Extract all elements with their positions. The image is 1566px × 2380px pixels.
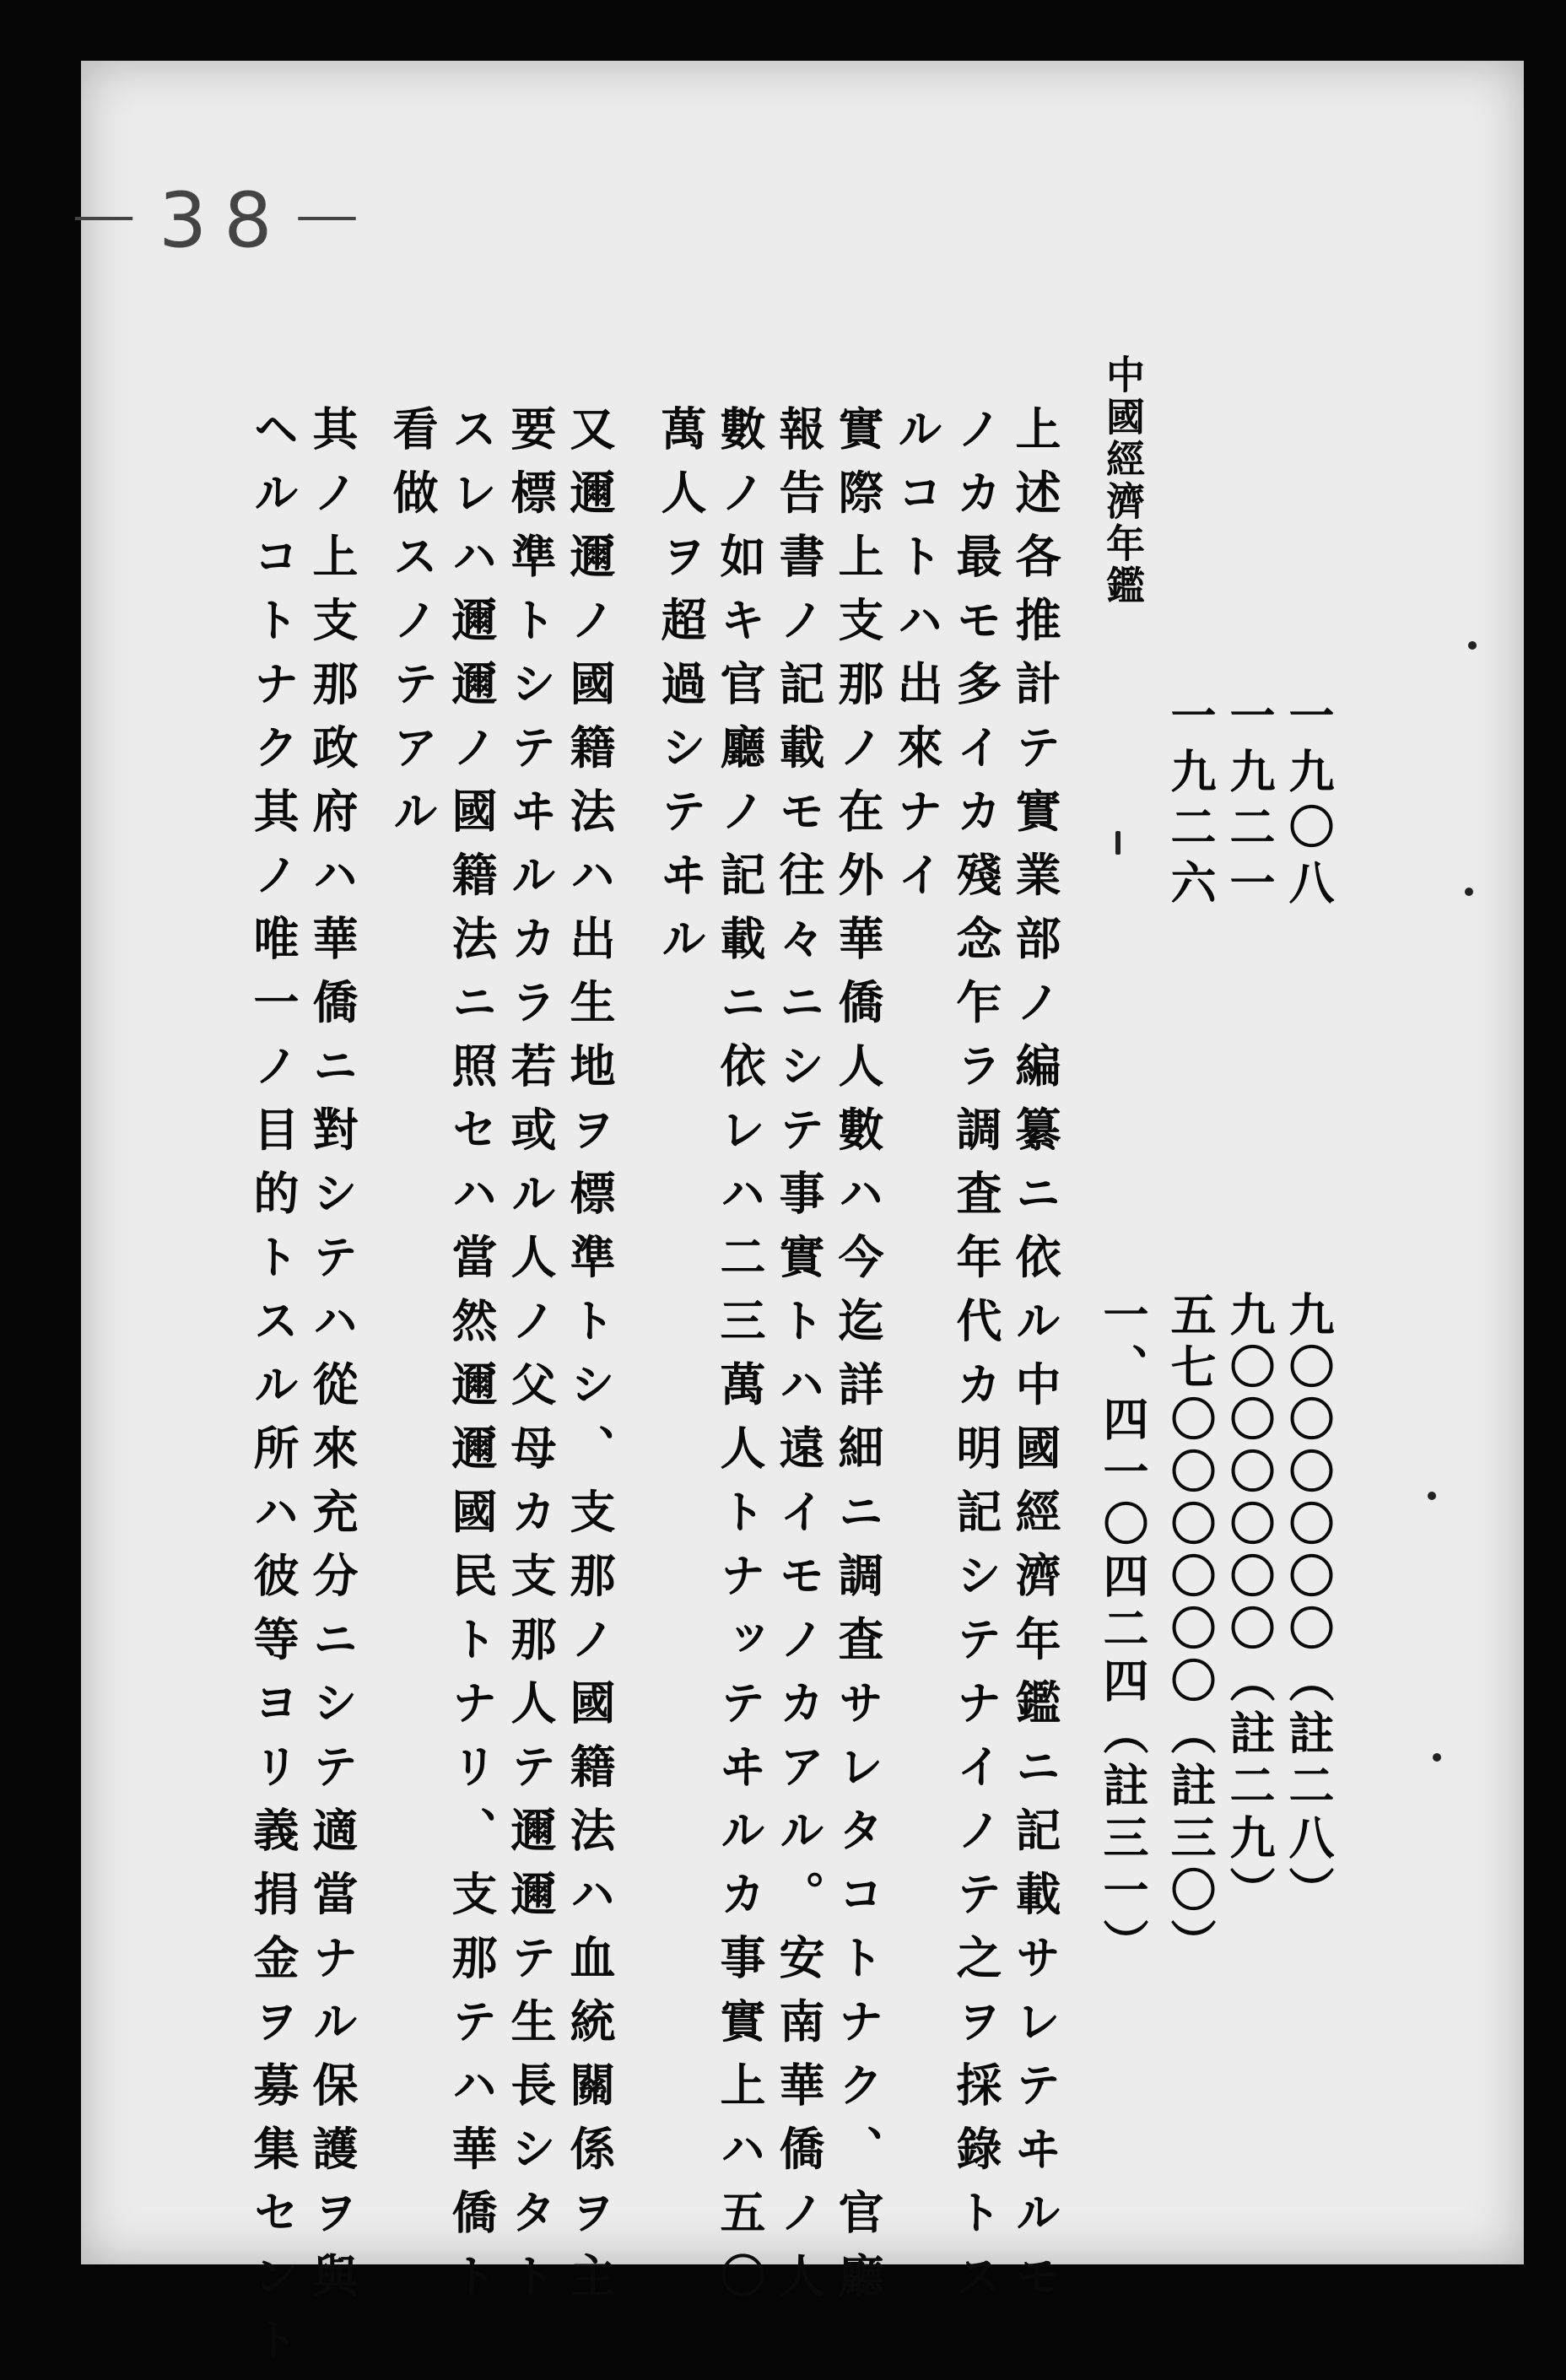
entry-value-3: 五七〇〇〇〇〇〇（註三〇） [1164,1291,1217,1971]
paragraph-line-7: 萬人ヲ超過シテヰル [654,405,707,979]
paragraph-line-3: ルコトハ出來ナイ [890,405,943,915]
scan-speck [1428,1492,1436,1500]
paragraph-line-6: 數ノ如キ官廳ノ記載ニ依レハ二三萬人トナッテヰルカ事實上ハ五〇 [713,405,766,2316]
scan-speck [1433,1753,1441,1762]
entry-value-4: 一、四一〇四二四（註三一） [1096,1291,1149,1971]
paragraph-line-9: 要標準トシテヰルカラ若或ル人ノ父母カ支那人テ邇邇テ生長シタト [504,405,557,2316]
paragraph-line-2: ノカ最モ多イカ殘念乍ラ調査年代カ明記シテナイノテ之ヲ採錄トス [949,405,1002,2316]
paragraph-line-12: 其ノ上支那政府ハ華僑ニ對シテハ從來充分ニシテ適當ナル保護ヲ與 [305,405,359,2316]
paragraph-line-10: スレハ邇邇ノ國籍法ニ照セハ當然邇邇國民トナリ、支那テハ華僑ト [445,405,498,2316]
entry-year-3: 一九二六 [1164,692,1217,915]
dash-mark [1115,831,1120,855]
entry-year-1: 一九〇八 [1282,692,1335,915]
entry-year-2: 一九二一 [1223,692,1276,915]
book-title: 中國經濟年鑑 [1100,354,1146,607]
scan-speck [1468,641,1477,650]
paragraph-line-11: 看做スノテアル [386,405,439,851]
scan-speck [1465,888,1473,896]
paragraph-line-4: 實際上支那ノ在外華僑人數ハ今迄詳細ニ調査サレタコトナク、官廳 [831,405,884,2316]
entry-value-2: 九〇〇〇〇〇〇（註二九） [1223,1291,1276,1919]
paragraph-line-5: 報告書ノ記載モ往々ニシテ事實トハ遠イモノカアル。安南華僑ノ人 [772,405,825,2316]
entry-value-1: 九〇〇〇〇〇〇（註二八） [1282,1291,1335,1919]
paragraph-line-1: 上述各推計テ實業部ノ編纂ニ依ル中國經濟年鑑ニ記載サレテヰルモ [1008,405,1061,2316]
paragraph-line-13: ヘルコトナク其ノ唯一ノ目的トスル所ハ彼等ヨリ義捐金ヲ募集セント [246,405,300,2380]
handwritten-page-number: －38－ [66,176,382,265]
paragraph-line-8: 又邇邇ノ國籍法ハ出生地ヲ標準トシ、支那ノ國籍法ハ血統關係ヲ主 [563,405,616,2316]
